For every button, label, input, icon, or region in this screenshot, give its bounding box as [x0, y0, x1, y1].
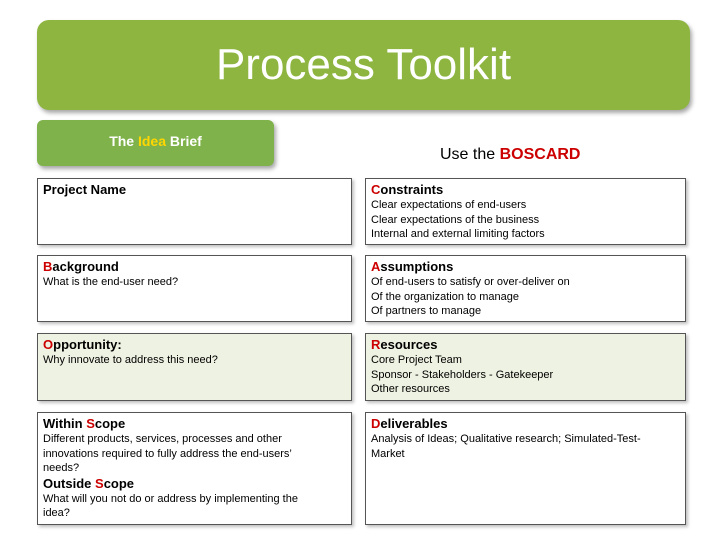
resources-line: Sponsor - Stakeholders - Gatekeeper — [371, 368, 554, 381]
constraints-line: Clear expectations of the business — [371, 213, 540, 226]
constraints-box — [365, 178, 686, 245]
deliverables-line: Analysis of Ideas; Qualitative research; Simulated-Test- — [371, 433, 641, 445]
constraints-heading: Constraints — [371, 182, 444, 197]
opportunity-line: Why innovate to address this need? — [43, 354, 218, 366]
within-scope-line: needs? — [43, 462, 80, 474]
within-scope-line: Different products, services, processes and other — [43, 433, 282, 445]
deliverables-heading: Deliverables — [371, 416, 448, 431]
within-scope-line: innovations required to fully address the end-users’ — [43, 447, 292, 460]
constraints-line: Internal and external limiting factors — [371, 228, 545, 240]
assumptions-line: Of end-users to satisfy or over-deliver on — [371, 276, 570, 288]
background-heading: Background — [43, 259, 119, 274]
page-title: Process Toolkit — [215, 40, 512, 89]
opportunity-heading: Opportunity: — [43, 337, 122, 352]
assumptions-line: Of partners to manage — [371, 305, 482, 317]
tab-idea-brief-label: The Idea Brief — [109, 133, 202, 149]
assumptions-box — [365, 255, 686, 322]
outside-scope-heading: Outside Scope — [43, 475, 135, 491]
resources-heading: Resources — [371, 337, 438, 352]
outside-scope-line: idea? — [43, 507, 70, 519]
background-box — [37, 255, 352, 322]
scope-box — [37, 412, 352, 525]
within-scope-heading: Within Scope — [43, 416, 126, 431]
deliverables-line: Market — [371, 447, 405, 460]
background-line: What is the end-user need? — [43, 276, 179, 288]
constraints-line: Clear expectations of end-users — [371, 199, 527, 211]
project-name-box — [37, 178, 352, 245]
tab-idea-brief[interactable] — [37, 120, 274, 166]
project-name-heading: Project Name — [43, 182, 127, 197]
assumptions-heading: Assumptions — [371, 259, 454, 274]
resources-line: Core Project Team — [371, 354, 462, 366]
resources-line: Other resources — [371, 383, 450, 395]
resources-box — [365, 333, 686, 401]
assumptions-line: Of the organization to manage — [371, 290, 519, 303]
opportunity-box — [37, 333, 352, 401]
title-banner — [37, 20, 690, 110]
boscard-heading: Use the BOSCARD — [440, 146, 581, 163]
outside-scope-line: What will you not do or address by implementing the — [43, 492, 298, 505]
deliverables-box — [365, 412, 686, 525]
